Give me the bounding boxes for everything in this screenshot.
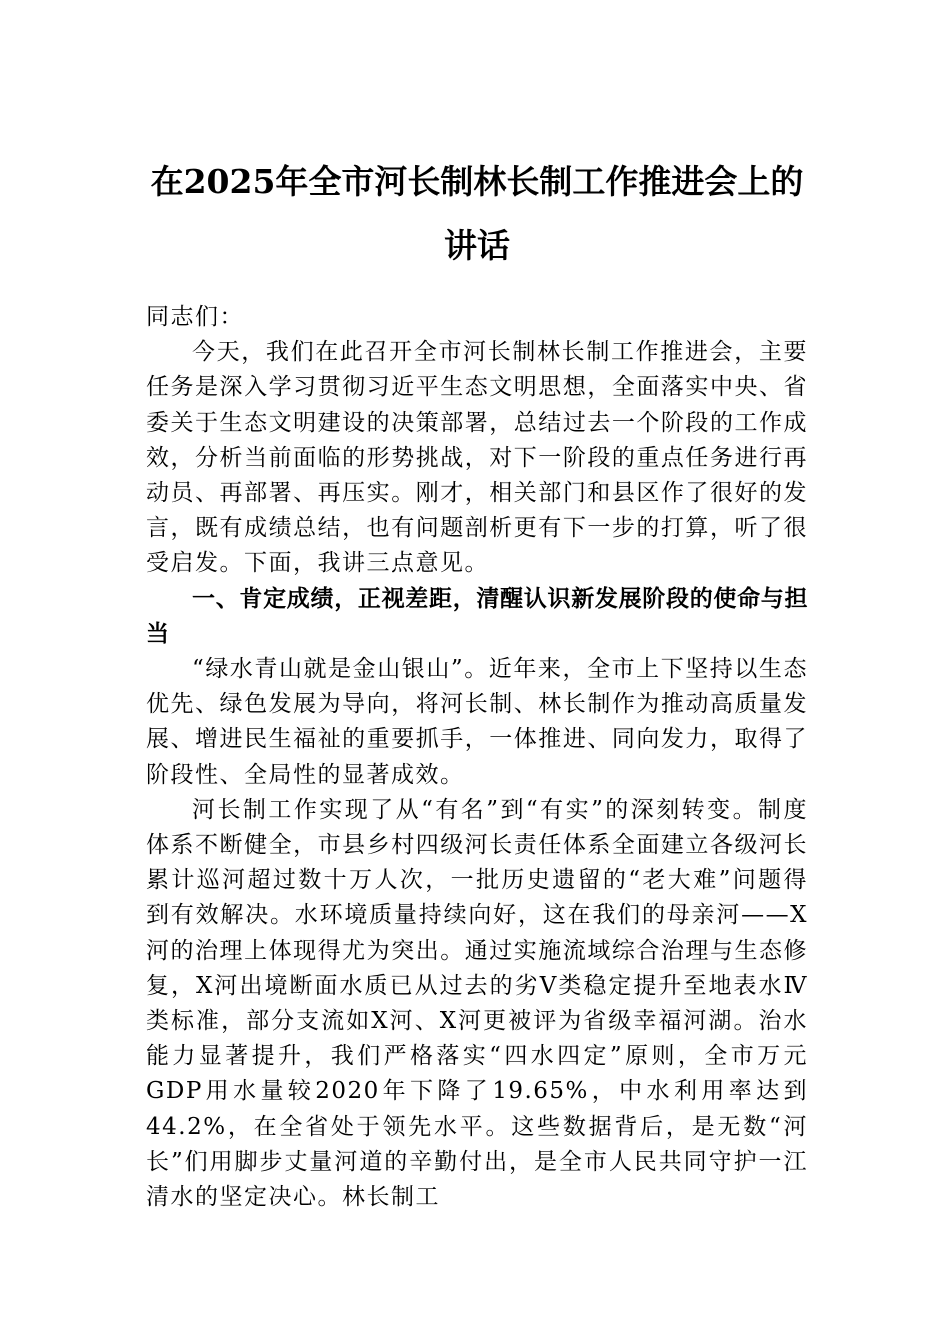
- opening-paragraph: 今天，我们在此召开全市河长制林长制工作推进会，主要任务是深入学习贯彻习近平生态文明思想，全面落实中央、省委关于生态文明建设的决策部署，总结过去一个阶段的工作成效，分析当前面临的形势挑战，对下一阶段的重点任务进行再动员、再部署、再压实。刚才，相关部门和县区作了很好的发言，既有成绩总结，也有问题剖析更有下一步的打算，听了很受启发。下面，我讲三点意见。: [146, 339, 808, 577]
- section-1-paragraph: “绿水青山就是金山银山”。近年来，全市上下坚持以生态优先、绿色发展为导向，将河长制、林长制作为推动高质量发展、增进民生福祉的重要抓手，一体推进、同向发力，取得了阶段性、全局性的显著成效。: [146, 656, 808, 788]
- document-title: 在2025年全市河长制林长制工作推进会上的讲话: [150, 162, 804, 265]
- speech-text: [146, 300, 808, 1215]
- document-body: [146, 150, 808, 1215]
- section-1-paragraph: 河长制工作实现了从“有名”到“有实”的深刻转变。制度体系不断健全，市县乡村四级河长责任体系全面建立各级河长累计巡河超过数十万人次，一批历史遗留的“老大难”问题得到有效解决。水环境质量持续向好，这在我们的母亲河——X河的治理上体现得尤为突出。通过实施流域综合治理与生态修复，X河出境断面水质已从过去的劣Ⅴ类稳定提升至地表水Ⅳ类标准，部分支流如X河、X河更被评为省级幸福河湖。治水能力显著提升，我们严格落实“四水四定”原则，全市万元GDP用水量较2020年下降了19.65%，中水利用率达到44.2%，在全省处于领先水平。这些数据背后，是无数“河长”们用脚步丈量河道的辛勤付出，是全市人民共同守护一江清水的坚定决心。林长制工: [146, 796, 808, 1211]
- section-heading-1: 一、肯定成绩，正视差距，清醒认识新发展阶段的使命与担当: [146, 585, 808, 647]
- salutation: 同志们：: [146, 304, 244, 330]
